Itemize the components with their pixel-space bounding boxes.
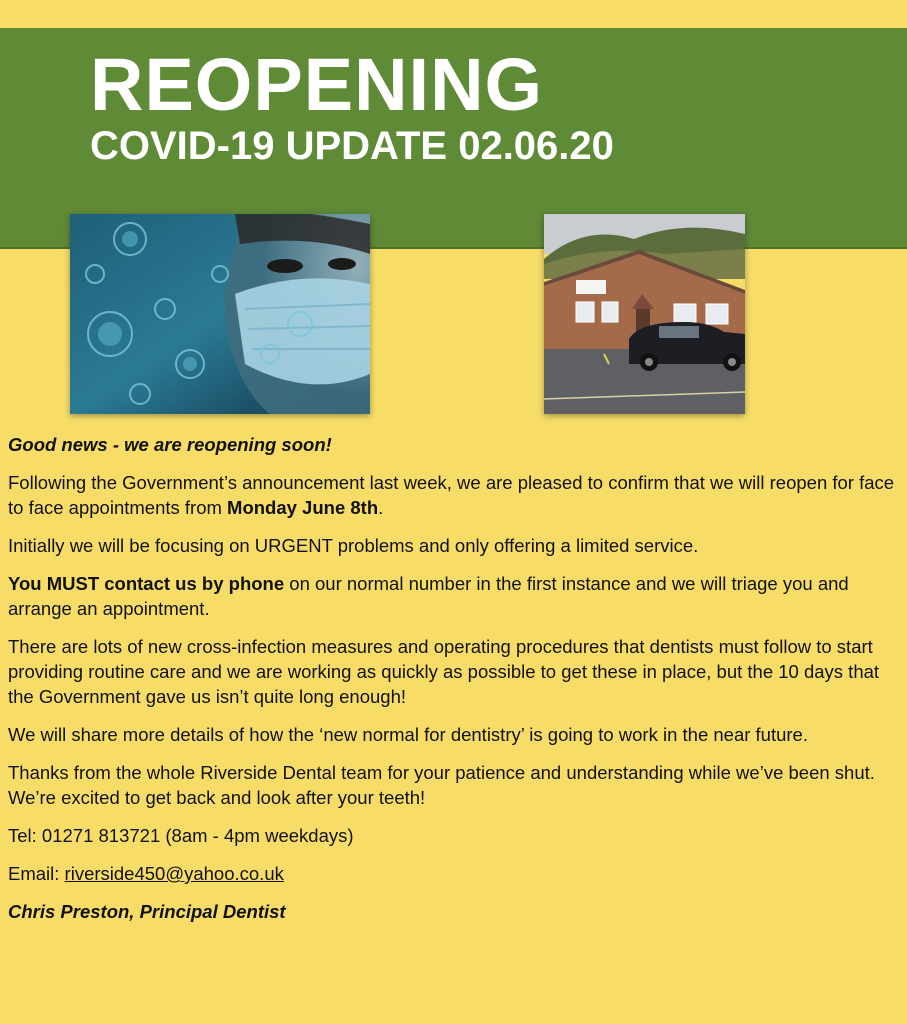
- thanks-paragraph: Thanks from the whole Riverside Dental team for your patience and understanding while we’ve been shut. We’re excited to get back and look after your teeth!: [8, 762, 875, 808]
- reopen-text: Following the Government’s announcement last week, we are pleased to confirm that we will reopen for face to face appointments from: [8, 472, 895, 518]
- email-line: [8, 861, 903, 886]
- reopen-end: .: [378, 497, 384, 518]
- email-link[interactable]: riverside450@yahoo.co.uk: [64, 863, 284, 884]
- notice-body: [8, 432, 903, 937]
- email-label: Email:: [8, 863, 65, 884]
- measures-paragraph: There are lots of new cross-infection measures and operating procedures that dentists must follow to start providing routine care and we are working as quickly as possible to get these in place, but the 10 days that the Government gave us isn’t quite long enough!: [8, 636, 880, 707]
- reopen-paragraph: [8, 470, 903, 520]
- telephone: Tel: 01271 813721 (8am - 4pm weekdays): [8, 825, 354, 846]
- contact-paragraph: [8, 571, 903, 621]
- building-photo: [544, 214, 745, 414]
- urgent-paragraph: Initially we will be focusing on URGENT problems and only offering a limited service.: [8, 535, 699, 556]
- banner-title: REOPENING: [90, 43, 544, 126]
- mask-photo: [70, 214, 370, 414]
- headline: Good news - we are reopening soon!: [8, 434, 332, 455]
- signature: Chris Preston, Principal Dentist: [8, 901, 286, 922]
- reopen-date: Monday June 8th: [227, 497, 379, 518]
- details-paragraph: We will share more details of how the ‘new normal for dentistry’ is going to work in the near future.: [8, 724, 808, 745]
- contact-emphasis: You MUST contact us by phone: [8, 573, 285, 594]
- contact-text: on our normal number in the first instance and we will triage you and arrange an appointment.: [8, 573, 849, 619]
- banner-subtitle: COVID-19 UPDATE 02.06.20: [90, 124, 614, 168]
